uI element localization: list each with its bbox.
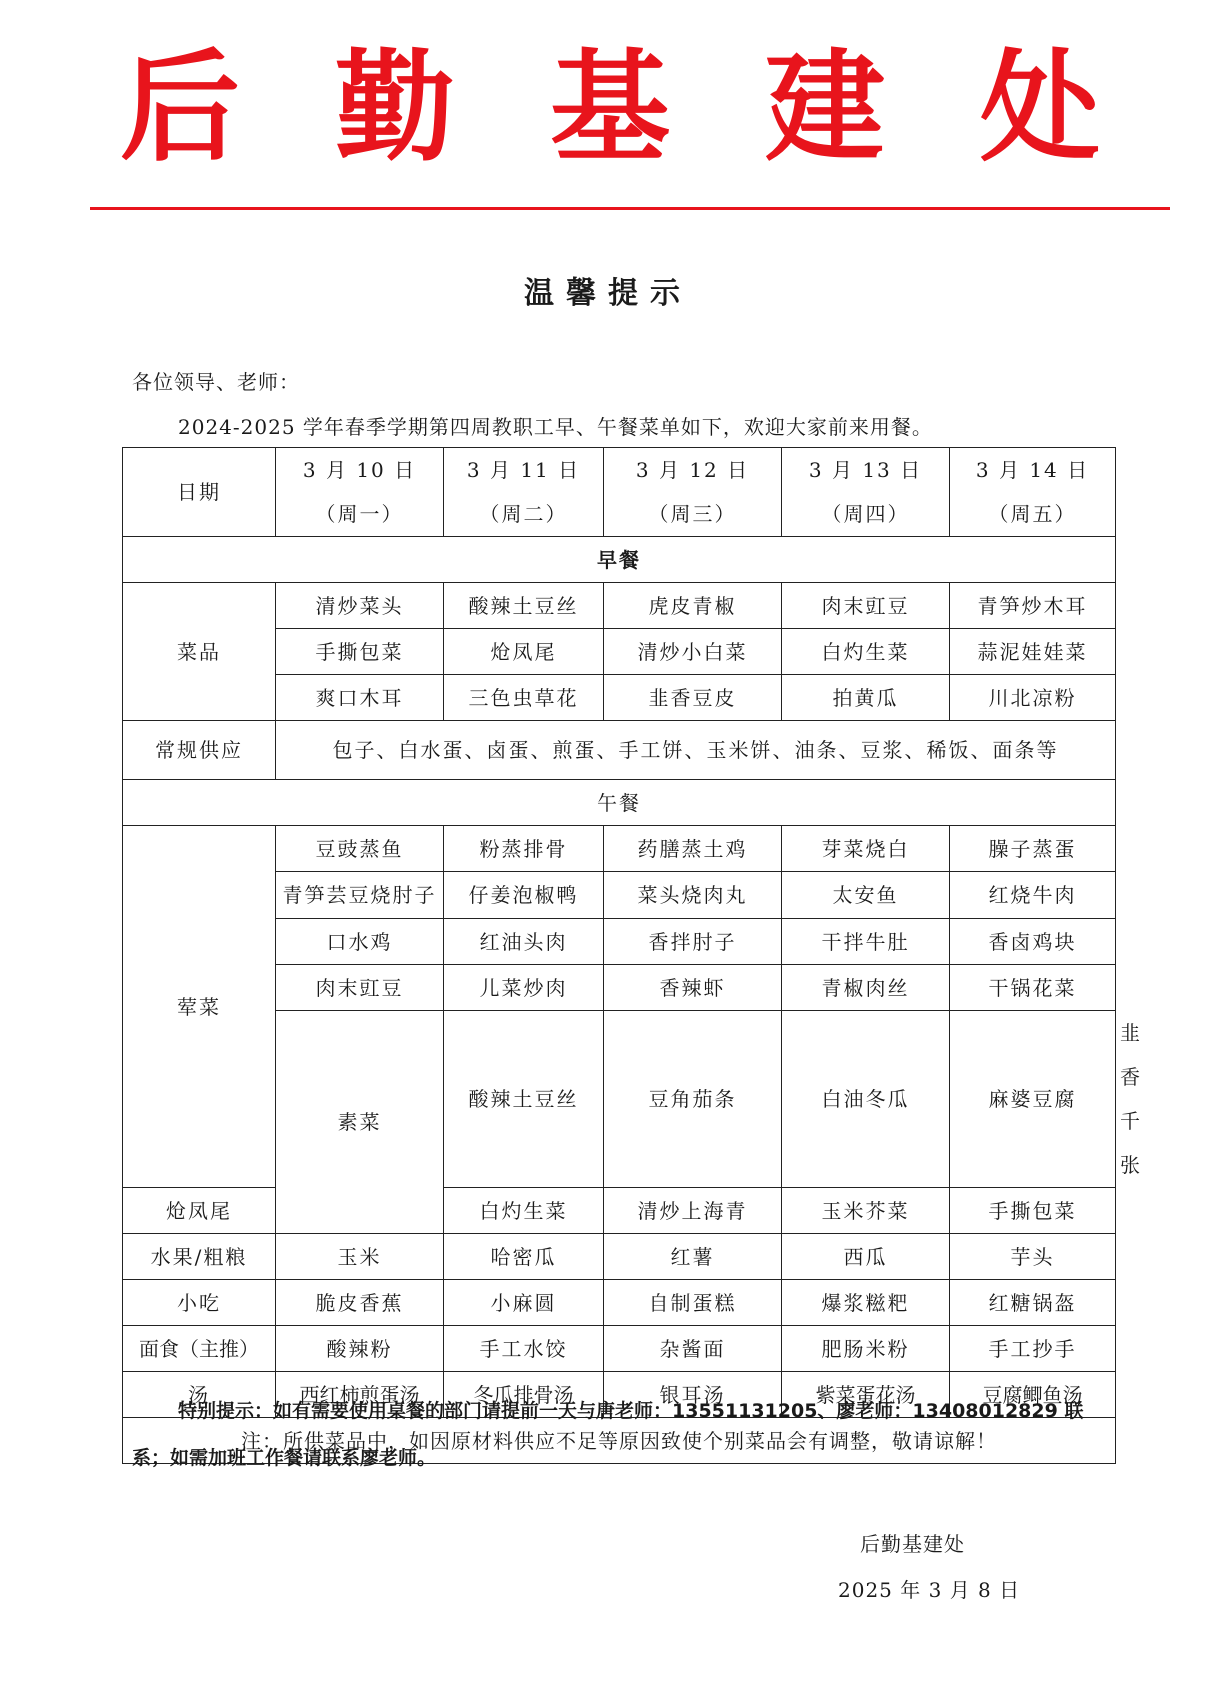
dish-cell: 玉米芥菜 xyxy=(782,1188,950,1234)
dish-cell: 白灼生菜 xyxy=(782,629,950,675)
masthead-divider xyxy=(90,207,1170,210)
intro-paragraph: 2024-2025 学年春季学期第四周教职工早、午餐菜单如下，欢迎大家前来用餐。 xyxy=(178,415,933,439)
dish-cell: 清炒小白菜 xyxy=(604,629,782,675)
masthead xyxy=(120,39,1100,178)
breakfast-dishes-label: 菜品 xyxy=(123,583,276,721)
dish-cell: 青椒肉丝 xyxy=(782,965,950,1011)
day-header xyxy=(782,448,950,537)
dish-cell: 芋头 xyxy=(950,1234,1116,1280)
dish-cell: 红薯 xyxy=(604,1234,782,1280)
dish-cell: 蒜泥娃娃菜 xyxy=(950,629,1116,675)
masthead-char: 勤 xyxy=(335,39,455,178)
dish-cell: 冬瓜排骨汤 xyxy=(444,1372,604,1418)
special-notice-text: 特别提示：如有需要使用桌餐的部门请提前一天与唐老师：13551131205、廖老师：13408012829 联系；如需加班工作餐请联系廖老师。 xyxy=(132,1400,1084,1469)
day-weekday: （周四） xyxy=(821,502,910,526)
day-date: 3 月 14 日 xyxy=(975,458,1090,482)
dish-cell: 红油头肉 xyxy=(444,919,604,965)
dish-cell: 炝凤尾 xyxy=(123,1188,276,1234)
snack-label: 小吃 xyxy=(123,1280,276,1326)
dish-cell: 白油冬瓜 xyxy=(782,1011,950,1188)
dish-cell: 手撕包菜 xyxy=(276,629,444,675)
day-header xyxy=(604,448,782,537)
dish-cell: 虎皮青椒 xyxy=(604,583,782,629)
regular-supply-text: 包子、白水蛋、卤蛋、煎蛋、手工饼、玉米饼、油条、豆浆、稀饭、面条等 xyxy=(276,721,1116,780)
dish-cell: 自制蛋糕 xyxy=(604,1280,782,1326)
dish-cell: 香卤鸡块 xyxy=(950,919,1116,965)
day-weekday: （周三） xyxy=(648,502,737,526)
salutation: 各位领导、老师： xyxy=(132,370,300,394)
dish-cell: 三色虫草花 xyxy=(444,675,604,721)
dish-cell: 粉蒸排骨 xyxy=(444,826,604,872)
dish-cell: 玉米 xyxy=(276,1234,444,1280)
dish-cell: 酸辣粉 xyxy=(276,1326,444,1372)
dish-cell: 爆浆糍粑 xyxy=(782,1280,950,1326)
dish-cell: 青笋芸豆烧肘子 xyxy=(276,872,444,919)
dish-cell: 清炒上海青 xyxy=(604,1188,782,1234)
dish-cell: 手工水饺 xyxy=(444,1326,604,1372)
dish-cell: 仔姜泡椒鸭 xyxy=(444,872,604,919)
dish-cell: 酸辣土豆丝 xyxy=(444,1011,604,1188)
dish-cell: 芽菜烧白 xyxy=(782,826,950,872)
dish-cell: 爽口木耳 xyxy=(276,675,444,721)
dish-cell: 麻婆豆腐 xyxy=(950,1011,1116,1188)
table-row xyxy=(123,1280,1116,1326)
day-weekday: （周二） xyxy=(479,502,568,526)
signature-date: 2025 年 3 月 8 日 xyxy=(838,1578,1021,1602)
table-row xyxy=(123,1326,1116,1372)
menu-table xyxy=(122,447,1142,1464)
dish-cell: 杂酱面 xyxy=(604,1326,782,1372)
veg-label: 素菜 xyxy=(276,1011,444,1234)
lunch-section-row xyxy=(123,780,1116,826)
dish-cell: 脆皮香蕉 xyxy=(276,1280,444,1326)
dish-cell: 干锅花菜 xyxy=(950,965,1116,1011)
dish-cell: 香辣虾 xyxy=(604,965,782,1011)
dish-cell: 口水鸡 xyxy=(276,919,444,965)
dish-cell: 紫菜蛋花汤 xyxy=(782,1372,950,1418)
table-row xyxy=(123,1188,1116,1234)
table-note: 注：所供菜品中，如因原材料供应不足等原因致使个别菜品会有调整，敬请谅解！ xyxy=(123,1418,1116,1464)
dish-cell: 西红柿煎蛋汤 xyxy=(276,1372,444,1418)
day-date: 3 月 11 日 xyxy=(466,458,581,482)
day-date: 3 月 12 日 xyxy=(635,458,750,482)
dish-cell: 红糖锅盔 xyxy=(950,1280,1116,1326)
dish-cell: 哈密瓜 xyxy=(444,1234,604,1280)
dish-cell: 肉末豇豆 xyxy=(782,583,950,629)
day-header xyxy=(950,448,1116,537)
soup-label: 汤 xyxy=(123,1372,276,1418)
date-header-row xyxy=(123,448,1116,537)
dish-cell: 肥肠米粉 xyxy=(782,1326,950,1372)
day-weekday: （周一） xyxy=(315,502,404,526)
dish-cell: 香拌肘子 xyxy=(604,919,782,965)
noodle-label: 面食（主推） xyxy=(123,1326,276,1372)
dish-cell: 臊子蒸蛋 xyxy=(950,826,1116,872)
meat-label: 荤菜 xyxy=(123,826,276,1188)
dish-cell: 太安鱼 xyxy=(782,872,950,919)
dish-cell: 西瓜 xyxy=(782,1234,950,1280)
table-row xyxy=(123,1234,1116,1280)
signature-org: 后勤基建处 xyxy=(860,1532,965,1556)
day-date: 3 月 13 日 xyxy=(808,458,923,482)
regular-supply-label: 常规供应 xyxy=(123,721,276,780)
document-title: 温馨提示 xyxy=(524,276,692,311)
breakfast-section-row xyxy=(123,537,1116,583)
dish-cell: 拍黄瓜 xyxy=(782,675,950,721)
dish-cell: 银耳汤 xyxy=(604,1372,782,1418)
dish-cell: 青笋炒木耳 xyxy=(950,583,1116,629)
masthead-char: 处 xyxy=(980,39,1100,178)
dish-cell: 川北凉粉 xyxy=(950,675,1116,721)
dish-cell: 酸辣土豆丝 xyxy=(444,583,604,629)
masthead-char: 基 xyxy=(550,39,670,178)
masthead-char: 后 xyxy=(120,39,240,178)
breakfast-title: 早餐 xyxy=(123,537,1116,583)
dish-cell: 清炒菜头 xyxy=(276,583,444,629)
fruit-label: 水果/粗粮 xyxy=(123,1234,276,1280)
table-row xyxy=(123,826,1116,872)
day-header xyxy=(444,448,604,537)
dish-cell: 手撕包菜 xyxy=(950,1188,1116,1234)
special-notice xyxy=(132,1388,1092,1482)
day-header xyxy=(276,448,444,537)
dish-cell: 干拌牛肚 xyxy=(782,919,950,965)
dish-cell: 豆角茄条 xyxy=(604,1011,782,1188)
dish-cell: 肉末豇豆 xyxy=(276,965,444,1011)
dish-cell: 豆腐鲫鱼汤 xyxy=(950,1372,1116,1418)
table-row: 素菜 酸辣土豆丝 豆角茄条 白油冬瓜 麻婆豆腐 韭香千张 xyxy=(123,1011,1116,1188)
dish-cell: 韭香豆皮 xyxy=(604,675,782,721)
dish-cell: 菜头烧肉丸 xyxy=(604,872,782,919)
table-row xyxy=(123,583,1116,629)
day-weekday: （周五） xyxy=(988,502,1077,526)
lunch-title: 午餐 xyxy=(123,780,1116,826)
dish-cell: 小麻圆 xyxy=(444,1280,604,1326)
dish-cell: 豆豉蒸鱼 xyxy=(276,826,444,872)
dish-cell: 红烧牛肉 xyxy=(950,872,1116,919)
dish-cell: 白灼生菜 xyxy=(444,1188,604,1234)
date-label: 日期 xyxy=(123,448,276,537)
dish-cell: 炝凤尾 xyxy=(444,629,604,675)
masthead-char: 建 xyxy=(765,39,885,178)
dish-cell: 手工抄手 xyxy=(950,1326,1116,1372)
dish-cell: 儿菜炒肉 xyxy=(444,965,604,1011)
day-date: 3 月 10 日 xyxy=(302,458,417,482)
regular-supply-row xyxy=(123,721,1116,780)
dish-cell: 药膳蒸土鸡 xyxy=(604,826,782,872)
